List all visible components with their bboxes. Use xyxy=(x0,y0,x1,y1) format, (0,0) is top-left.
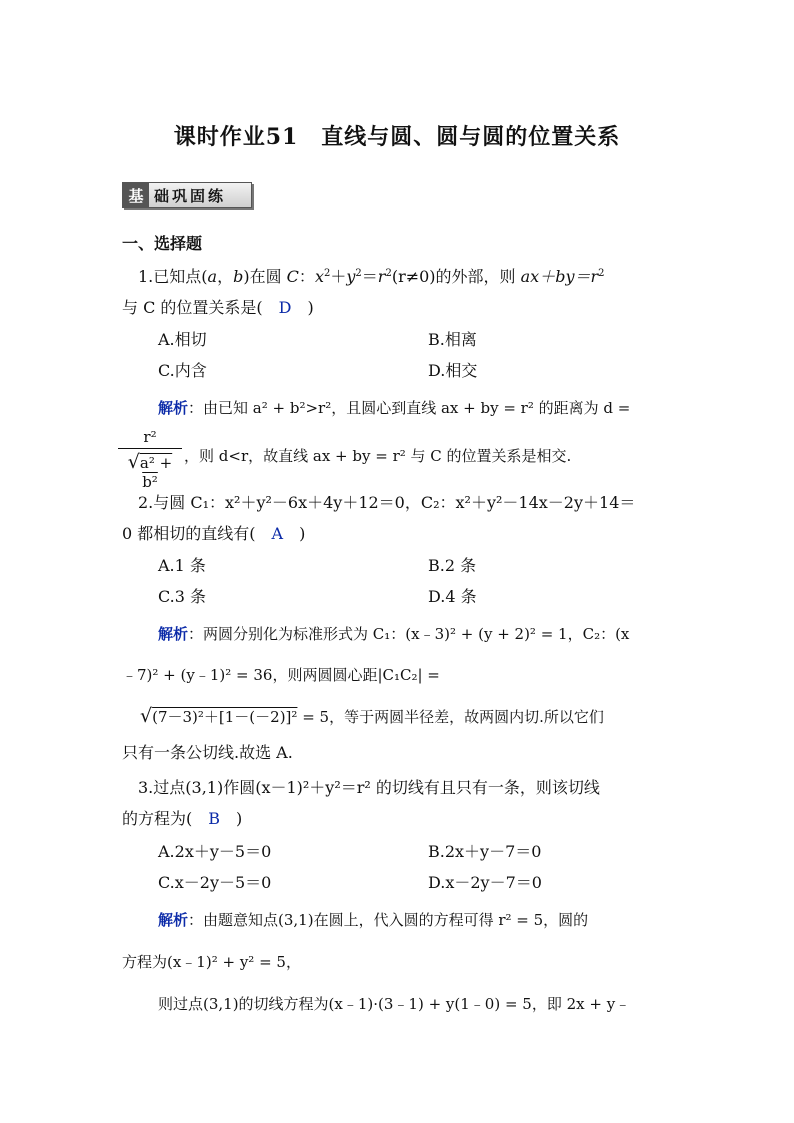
section-banner xyxy=(122,182,252,208)
q1-answer: D xyxy=(278,298,292,317)
q1-option-c: C.内含 xyxy=(158,361,207,380)
q1-ax: ax xyxy=(520,267,540,286)
q2-analysis-line3: √(7－3)²＋[1－(－2)]² = 5，等于两圆半径差，故两圆内切.所以它们 xyxy=(140,705,604,727)
q3-analysis-line1 xyxy=(158,910,588,930)
q1-frac-bar xyxy=(118,448,182,449)
q3-analysis-label: 解析 xyxy=(158,911,189,929)
q2-option-c: C.3 条 xyxy=(158,587,207,606)
q1-analysis-line2: ，则 d<r，故直线 ax + by = r² 与 C 的位置关系是相交. xyxy=(184,447,572,465)
q1-var-y: y xyxy=(346,267,356,286)
q1-var-a: a xyxy=(207,267,218,286)
q2-close: ) xyxy=(283,524,306,543)
q1-by: ＋by＝r xyxy=(539,267,599,286)
q2-answer: A xyxy=(271,524,284,543)
q1-analysis-line1 xyxy=(158,398,630,418)
page-title: 课时作业51 直线与圆、圆与圆的位置关系 xyxy=(173,124,621,150)
q3-option-c: C.x－2y－5＝0 xyxy=(158,873,272,892)
q2-analysis-text3: = 5，等于两圆半径差，故两圆内切.所以它们 xyxy=(297,708,604,726)
q2-option-a: A.1 条 xyxy=(158,556,206,575)
q1-analysis-label: 解析 xyxy=(158,399,189,417)
q1-var-b: b xyxy=(233,267,244,286)
q1-var-r: r xyxy=(377,267,386,286)
q1-frac-den-text: a² + b² xyxy=(139,454,173,491)
q1-option-a: A.相切 xyxy=(158,330,207,349)
q2-analysis-text1: ：两圆分别化为标准形式为 C₁：(x﹣3)² + (y + 2)² = 1，C₂：(x xyxy=(188,625,630,643)
q3-analysis-line3: 则过点(3,1)的切线方程为(x﹣1)·(3﹣1) + y(1﹣0) = 5，即 2x + y﹣ xyxy=(158,995,631,1013)
q1-comma: ， xyxy=(217,267,234,286)
q3-analysis-text1: ：由题意知点(3,1)在圆上，代入圆的方程可得 r² = 5，圆的 xyxy=(188,911,589,929)
q1-var-x: x xyxy=(314,267,324,286)
banner-text: 础巩固练 xyxy=(154,186,227,205)
q2-option-b: B.2 条 xyxy=(428,556,477,575)
q3-close: ) xyxy=(220,809,243,828)
q1-close: ) xyxy=(291,298,314,317)
q2-analysis-line1 xyxy=(158,624,629,644)
q3-option-a: A.2x＋y－5＝0 xyxy=(158,842,272,861)
q1-cond: (r≠0)的外部，则 xyxy=(391,267,521,286)
q2-analysis-label: 解析 xyxy=(158,625,189,643)
q1-line2 xyxy=(122,298,314,318)
q1-text-b: )在圆 xyxy=(243,267,287,286)
q1-eq: ＝ xyxy=(361,267,378,286)
q3-line1: 3.过点(3,1)作圆(x－1)²＋y²＝r² 的切线有且只有一条，则该切线 xyxy=(138,778,600,797)
q1-stem-end: 与 C 的位置关系是( xyxy=(122,298,279,317)
q2-radicand: (7－3)²＋[1－(－2)]² xyxy=(152,708,298,726)
q1-option-b: B.相离 xyxy=(428,330,477,349)
q1-text-a: 1.已知点( xyxy=(138,267,208,286)
section-heading: 一、选择题 xyxy=(122,234,203,253)
q2-analysis-line4: 只有一条公切线.故选 A. xyxy=(122,743,293,762)
q3-line2 xyxy=(122,809,242,829)
q1-frac-denominator: √a² + b² xyxy=(127,451,173,491)
q2-line2 xyxy=(122,524,305,544)
q1-colon: ： xyxy=(298,267,315,286)
q1-line1: 1.已知点(a，b)在圆 C：$x^2+y^2=r^2(r\ne 0)$的外部，则 $ax+by=r^2$ xyxy=(138,267,605,286)
q1-var-c: C xyxy=(286,267,299,286)
q3-option-b: B.2x＋y－7＝0 xyxy=(428,842,542,861)
q1-option-d: D.相交 xyxy=(428,361,478,380)
q3-stem-end: 的方程为( xyxy=(122,809,209,828)
q1-plus: ＋ xyxy=(330,267,347,286)
q3-option-d: D.x－2y－7＝0 xyxy=(428,873,542,892)
q3-answer: B xyxy=(208,809,221,828)
banner-badge: 基 xyxy=(123,183,149,207)
q2-analysis-line2: ﹣7)² + (y﹣1)² = 36，则两圆圆心距|C₁C₂| = xyxy=(122,666,440,684)
q2-stem-end: 0 都相切的直线有( xyxy=(122,524,272,543)
q1-analysis-text1: ：由已知 a² + b²>r²，且圆心到直线 ax + by = r² 的距离为 d = xyxy=(188,399,631,417)
q3-analysis-line2: 方程为(x﹣1)² + y² = 5， xyxy=(122,953,301,971)
q2-option-d: D.4 条 xyxy=(428,587,477,606)
q1-fraction xyxy=(118,428,182,491)
q1-frac-numerator: r² xyxy=(143,428,157,446)
q2-line1: 2.与圆 C₁：x²＋y²－6x＋4y＋12＝0，C₂：x²＋y²－14x－2y＋14＝ xyxy=(138,493,636,512)
